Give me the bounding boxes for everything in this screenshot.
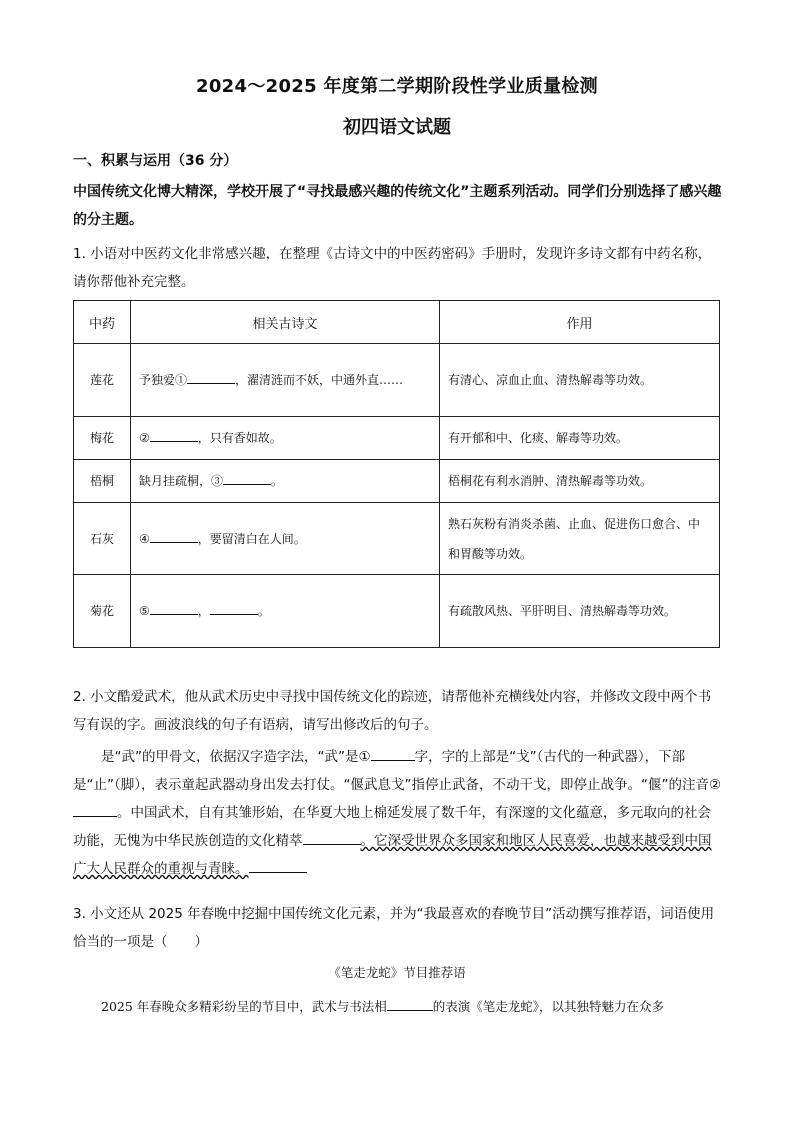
blank-mark: ⑤ <box>139 604 150 618</box>
herb-name: 石灰 <box>74 503 131 575</box>
answer-blank[interactable] <box>303 830 361 845</box>
table-row <box>74 575 720 648</box>
section-intro: 中国传统文化博大精深，学校开展了“寻找最感兴趣的传统文化”主题系列活动。同学们分别选择了感兴趣的分主题。 <box>73 184 722 228</box>
recommendation-text <box>73 993 733 1021</box>
answer-blank[interactable] <box>210 600 258 615</box>
answer-blank[interactable] <box>249 858 307 873</box>
exam-subtitle: 初四语文试题 <box>343 117 451 138</box>
rec-text: 的表演《笔走龙蛇》，以其独特魅力在众多 <box>432 999 665 1014</box>
header-poem: 相关古诗文 <box>131 301 440 344</box>
poem-text: ， <box>197 604 210 618</box>
recommendation-title: 《笔走龙蛇》节目推荐语 <box>328 965 466 980</box>
blank-mark: ④ <box>139 531 150 546</box>
answer-blank[interactable] <box>387 996 433 1011</box>
header-effect: 作用 <box>440 301 720 344</box>
answer-blank[interactable] <box>150 427 198 442</box>
effect-cell: 有疏散风热、平肝明目、清热解毒等功效。 <box>440 575 720 648</box>
passage-text: 字，字的上部是“戈”（古代的一种武器），下部是“止”（脚），表示童起武器动身出发去打仗。“偃武息戈”指停止武备，不动干戈，即停止战争。“偃”的注音② <box>73 749 722 793</box>
poem-cell <box>131 344 440 417</box>
herb-name: 梧桐 <box>74 460 131 503</box>
rec-text: 2025 年春晚众多精彩纷呈的节目中，武术与书法相 <box>101 999 387 1014</box>
passage-text: 。中国武术，自有其雏形始，在华夏大地上棉延发展了数千年，有深邃的文化蕴意，多元取向的社会功能，无愧为中华民族创造的文化精萃 <box>73 805 711 849</box>
herb-name: 莲花 <box>74 344 131 417</box>
answer-blank[interactable] <box>73 802 117 817</box>
table-row <box>74 503 720 575</box>
header-herb: 中药 <box>74 301 131 344</box>
section-heading: 一、积累与运用（36 分） <box>73 153 238 169</box>
poem-text: ，要留清白在人间。 <box>197 531 306 546</box>
wavy-sentence: 。它深受世界众多国家和地区人民喜爱，也越来越受到中国广大人民群众的重视与青睐。 <box>73 833 712 877</box>
poem-cell <box>131 460 440 503</box>
poem-text: 。 <box>257 604 270 618</box>
passage-text: 是“武”的甲骨文，依据汉字造字法，“武”是① <box>101 749 371 765</box>
answer-blank[interactable] <box>187 369 235 384</box>
poem-text: ，只有香如故。 <box>197 431 282 445</box>
answer-blank[interactable] <box>150 600 198 615</box>
poem-text: 缺月挂疏桐， <box>139 474 212 488</box>
herb-name: 菊花 <box>74 575 131 648</box>
exam-title: 2024～2025 年度第二学期阶段性学业质量检测 <box>196 76 598 97</box>
table-row <box>74 417 720 460</box>
poem-cell <box>131 575 440 648</box>
q1-prompt: 1. 小语对中医药文化非常感兴趣，在整理《古诗文中的中医药密码》手册时，发现许多诗文都有中药名称，请你帮他补充完整。 <box>73 246 712 290</box>
herb-name: 梅花 <box>74 417 131 460</box>
q3-prompt: 3. 小文还从 2025 年春晚中挖掘中国传统文化元素，并为“我最喜欢的春晚节目”活动撰写推荐语，词语使用恰当的一项是（ ） <box>73 906 715 950</box>
table-row <box>74 344 720 417</box>
effect-cell: 有开郁和中、化痰、解毒等功效。 <box>440 417 720 460</box>
answer-blank[interactable] <box>150 528 198 543</box>
q2-passage <box>73 743 723 883</box>
effect-cell: 梧桐花有利水消肿、清热解毒等功效。 <box>440 460 720 503</box>
poem-cell <box>131 417 440 460</box>
blank-mark: ② <box>139 431 150 445</box>
table-row <box>74 460 720 503</box>
herb-table <box>73 300 720 648</box>
blank-mark: ③ <box>211 474 224 488</box>
answer-blank[interactable] <box>371 746 415 761</box>
poem-text: ，濯清涟而不妖，中通外直…… <box>235 373 404 387</box>
blank-mark: ① <box>175 373 188 387</box>
table-header-row <box>74 301 720 344</box>
effect-cell: 熟石灰粉有消炎杀菌、止血、促进伤口愈合、中和胃酸等功效。 <box>440 503 720 575</box>
answer-blank[interactable] <box>223 470 271 485</box>
poem-text: 。 <box>271 474 284 488</box>
poem-text: 予独爱 <box>139 373 176 387</box>
q2-prompt: 2. 小文酷爱武术，他从武术历史中寻找中国传统文化的踪迹，请帮他补充横线处内容，并修改文段中两个书写有误的字。画波浪线的句子有语病，请写出修改后的句子。 <box>73 689 712 733</box>
effect-cell: 有清心、凉血止血、清热解毒等功效。 <box>440 344 720 417</box>
poem-cell <box>131 503 440 575</box>
